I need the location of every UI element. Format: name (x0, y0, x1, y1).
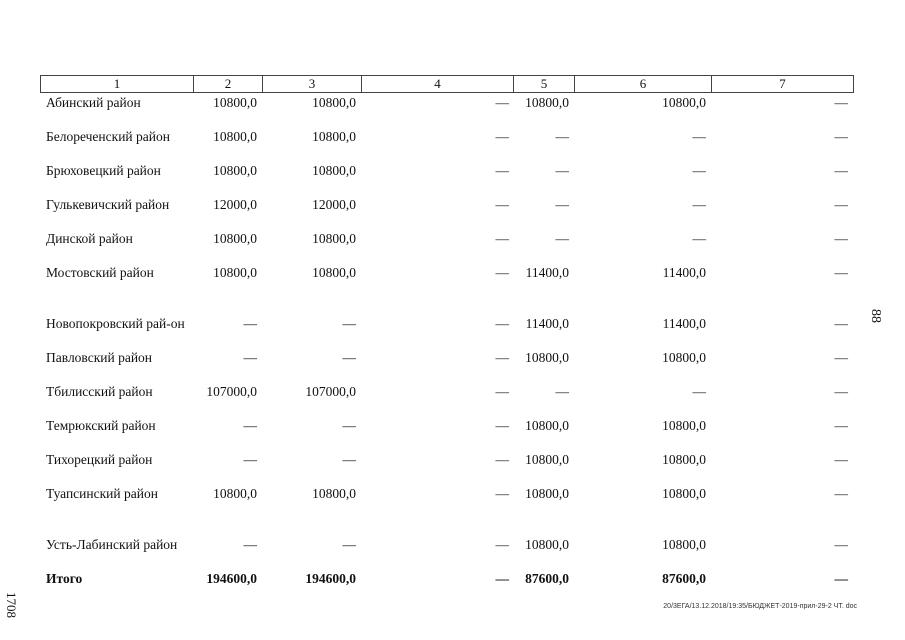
cell-col-5: 10800,0 (525, 486, 569, 501)
cell-col-6: 10800,0 (662, 486, 706, 501)
cell-col-4: — (495, 265, 509, 280)
cell-col-6: 10800,0 (662, 418, 706, 433)
table-row (40, 261, 854, 281)
cell-col-2: 12000,0 (213, 197, 257, 212)
cell-col-7: — (834, 129, 848, 144)
district-name: Новопокровский рай-он (46, 316, 185, 331)
cell-col-7: — (834, 452, 848, 467)
header-col-6: 6 (575, 76, 712, 92)
cell-col-4: — (495, 197, 509, 212)
cell-col-5: 11400,0 (525, 316, 569, 331)
cell-col-6: — (692, 197, 706, 212)
cell-col-7: — (834, 231, 848, 246)
cell-col-3: — (342, 452, 356, 467)
district-name: Гулькевичский район (46, 197, 170, 212)
table-row (40, 448, 854, 468)
document-number: 1708 (4, 592, 19, 618)
total-col-7: — (834, 571, 848, 586)
header-col-4: 4 (362, 76, 514, 92)
cell-col-3: 107000,0 (305, 384, 356, 399)
cell-col-4: — (495, 316, 509, 331)
cell-col-5: 10800,0 (525, 418, 569, 433)
district-name: Абинский район (46, 95, 141, 110)
cell-col-3: 10800,0 (312, 95, 356, 110)
cell-col-6: 10800,0 (662, 95, 706, 110)
cell-col-7: — (834, 384, 848, 399)
cell-col-5: — (555, 129, 569, 144)
cell-col-6: — (692, 231, 706, 246)
cell-col-7: — (834, 197, 848, 212)
cell-col-2: — (243, 537, 257, 552)
table-row (40, 91, 854, 111)
total-col-2: 194600,0 (206, 571, 257, 586)
cell-col-3: 12000,0 (312, 197, 356, 212)
table-row (40, 414, 854, 434)
header-col-5: 5 (514, 76, 575, 92)
table-row (40, 482, 854, 502)
cell-col-5: 10800,0 (525, 452, 569, 467)
cell-col-3: — (342, 316, 356, 331)
cell-col-4: — (495, 95, 509, 110)
cell-col-2: — (243, 316, 257, 331)
cell-col-4: — (495, 129, 509, 144)
cell-col-2: — (243, 418, 257, 433)
cell-col-5: — (555, 384, 569, 399)
cell-col-3: 10800,0 (312, 486, 356, 501)
cell-col-5: 10800,0 (525, 350, 569, 365)
cell-col-4: — (495, 350, 509, 365)
district-name: Темрюкский район (46, 418, 156, 433)
cell-col-3: 10800,0 (312, 265, 356, 280)
cell-col-5: 11400,0 (525, 265, 569, 280)
district-name: Усть-Лабинский район (46, 537, 178, 552)
cell-col-4: — (495, 537, 509, 552)
cell-col-7: — (834, 486, 848, 501)
cell-col-3: — (342, 418, 356, 433)
table-row (40, 312, 854, 332)
cell-col-4: — (495, 384, 509, 399)
district-name: Туапсинский район (46, 486, 158, 501)
cell-col-2: 10800,0 (213, 95, 257, 110)
cell-col-6: 11400,0 (662, 265, 706, 280)
cell-col-2: — (243, 452, 257, 467)
district-name: Белореченский район (46, 129, 170, 144)
header-col-2: 2 (194, 76, 263, 92)
total-label: Итого (46, 571, 83, 586)
cell-col-5: — (555, 163, 569, 178)
cell-col-2: 10800,0 (213, 129, 257, 144)
cell-col-2: 10800,0 (213, 486, 257, 501)
cell-col-7: — (834, 350, 848, 365)
table-row (40, 125, 854, 145)
footer-file-path: 20/3ЕГА/13.12.2018/19:35/БЮДЖЕТ-2019-прил-29-2 ЧТ. doc (663, 603, 857, 610)
table-row (40, 533, 854, 553)
cell-col-4: — (495, 231, 509, 246)
table-row (40, 227, 854, 247)
cell-col-2: 10800,0 (213, 265, 257, 280)
cell-col-6: — (692, 163, 706, 178)
cell-col-5: 10800,0 (525, 95, 569, 110)
cell-col-3: 10800,0 (312, 129, 356, 144)
cell-col-2: 10800,0 (213, 231, 257, 246)
cell-col-6: 11400,0 (662, 316, 706, 331)
header-col-3: 3 (263, 76, 362, 92)
total-col-6: 87600,0 (662, 571, 706, 586)
cell-col-6: — (692, 384, 706, 399)
cell-col-6: 10800,0 (662, 350, 706, 365)
district-name: Динской район (46, 231, 133, 246)
district-name: Павловский район (46, 350, 153, 365)
district-name: Тихорецкий район (46, 452, 153, 467)
total-col-5: 87600,0 (525, 571, 569, 586)
cell-col-5: — (555, 197, 569, 212)
cell-col-7: — (834, 418, 848, 433)
cell-col-2: — (243, 350, 257, 365)
cell-col-2: 10800,0 (213, 163, 257, 178)
cell-col-4: — (495, 418, 509, 433)
cell-col-7: — (834, 316, 848, 331)
cell-col-3: 10800,0 (312, 231, 356, 246)
cell-col-4: — (495, 452, 509, 467)
cell-col-4: — (495, 486, 509, 501)
cell-col-5: 10800,0 (525, 537, 569, 552)
cell-col-6: — (692, 129, 706, 144)
header-col-7: 7 (779, 76, 786, 91)
cell-col-7: — (834, 163, 848, 178)
cell-col-7: — (834, 95, 848, 110)
cell-col-2: 107000,0 (206, 384, 257, 399)
cell-col-3: — (342, 537, 356, 552)
table-total-row (40, 567, 854, 587)
district-name: Тбилисский район (46, 384, 153, 399)
table-row (40, 380, 854, 400)
cell-col-5: — (555, 231, 569, 246)
district-name: Мостовский район (46, 265, 154, 280)
cell-col-7: — (834, 265, 848, 280)
cell-col-4: — (495, 163, 509, 178)
table-body (40, 0, 854, 640)
cell-col-7: — (834, 537, 848, 552)
header-col-1: 1 (41, 76, 194, 92)
table-row (40, 346, 854, 366)
cell-col-6: 10800,0 (662, 537, 706, 552)
total-col-4: — (495, 571, 509, 586)
cell-col-3: 10800,0 (312, 163, 356, 178)
district-name: Брюховецкий район (46, 163, 161, 178)
table-row (40, 159, 854, 179)
table-row (40, 193, 854, 213)
page-number: 88 (868, 309, 883, 323)
total-col-3: 194600,0 (305, 571, 356, 586)
cell-col-6: 10800,0 (662, 452, 706, 467)
cell-col-3: — (342, 350, 356, 365)
